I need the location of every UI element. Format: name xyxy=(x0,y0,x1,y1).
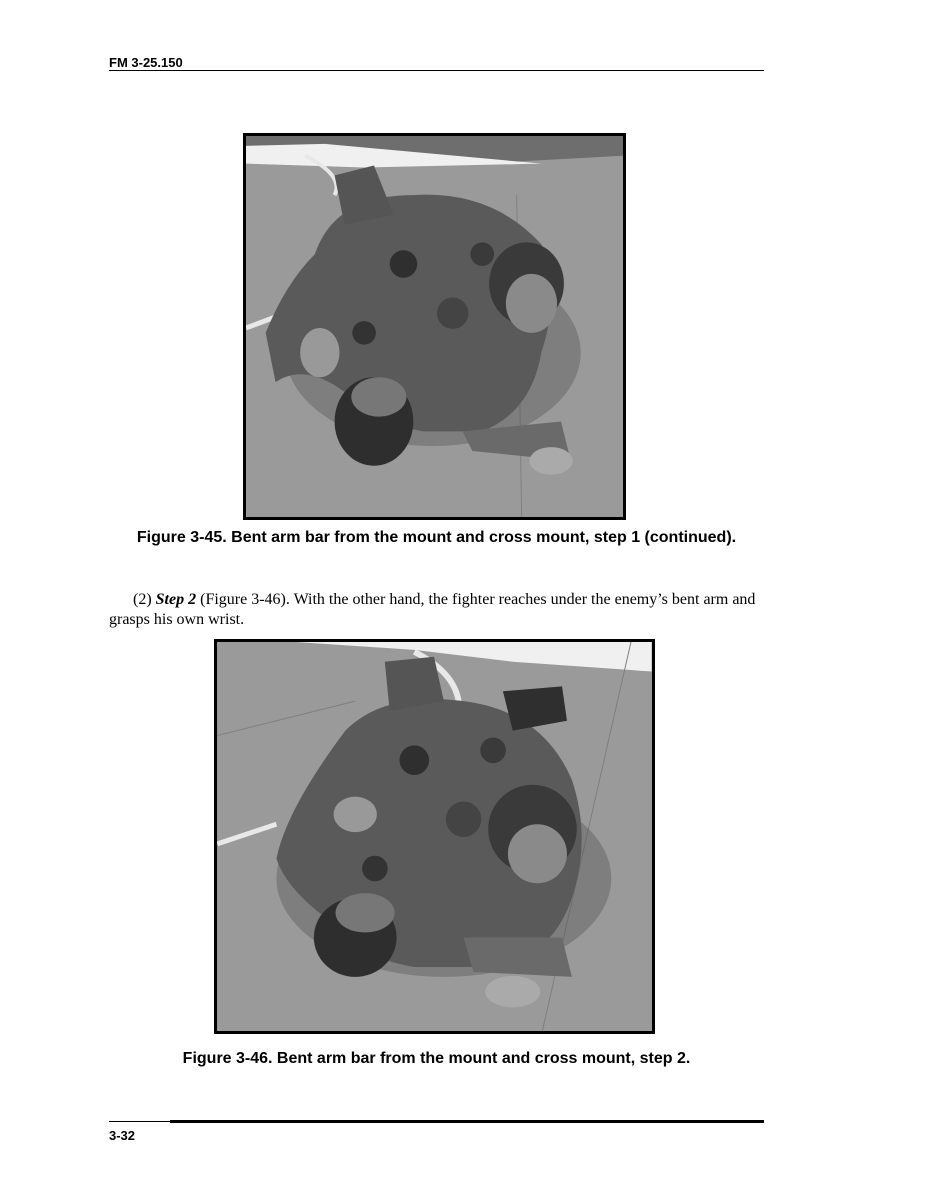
step-label: Step 2 xyxy=(155,591,197,608)
figure-3-46-photo xyxy=(214,639,655,1034)
running-header: FM 3-25.150 xyxy=(109,55,183,70)
footer-rule-thick xyxy=(170,1120,764,1123)
figure-3-45-photo xyxy=(243,133,626,520)
figure-3-46-caption: Figure 3-46. Bent arm bar from the mount and cross mount, step 2. xyxy=(182,1050,691,1067)
figure-3-45-caption: Figure 3-45. Bent arm bar from the mount and cross mount, step 1 (continued). xyxy=(136,529,737,546)
page-number: 3-32 xyxy=(109,1128,136,1143)
header-rule xyxy=(109,70,764,71)
step-text: (Figure 3-46). With the other hand, the fighter reaches under the enemy’s bent arm and grasps his own wrist. xyxy=(109,591,756,628)
paragraph-step-2 xyxy=(109,590,769,630)
step-number: (2) xyxy=(133,591,156,608)
